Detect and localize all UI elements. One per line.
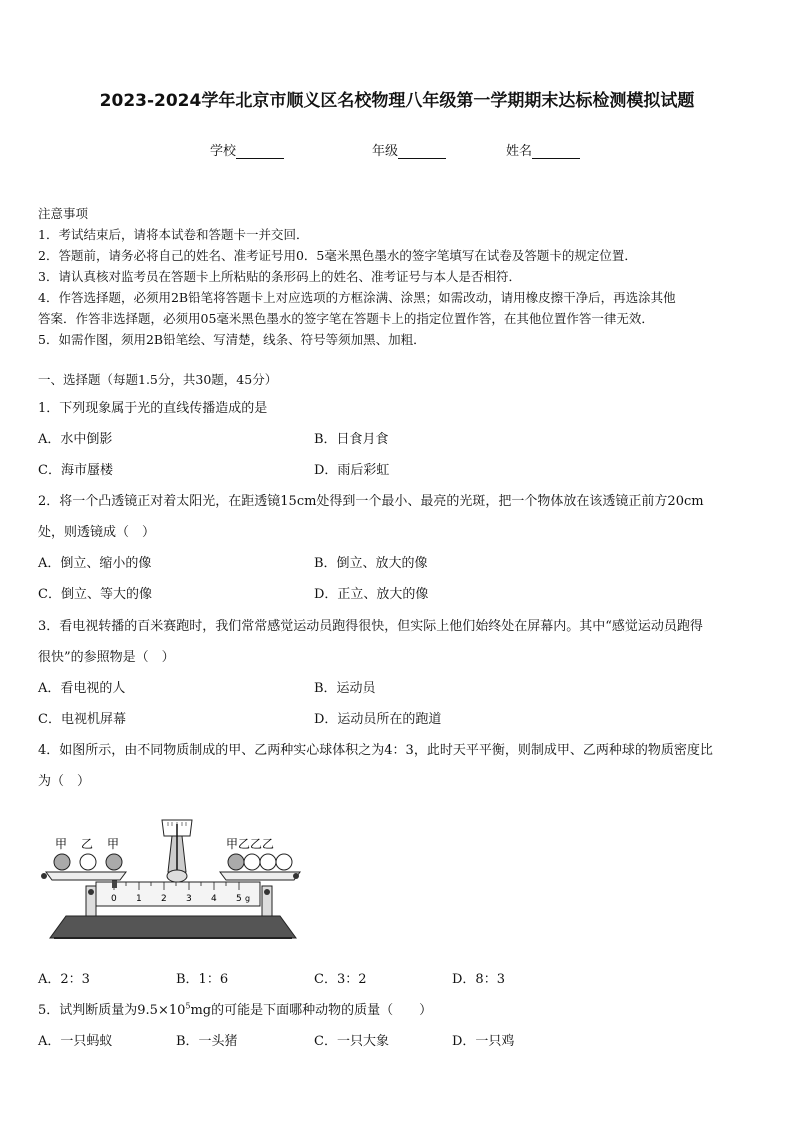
q2-option-b: B．倒立、放大的像	[314, 556, 428, 571]
school-field	[210, 140, 284, 159]
q4-option-d: D．8：3	[452, 972, 505, 987]
grade-blank	[398, 146, 446, 159]
q4-option-b: B．1：6	[176, 972, 229, 987]
left-ball-label: 乙	[81, 837, 94, 851]
q2-option-d: D．正立、放大的像	[314, 587, 429, 602]
right-pan	[220, 872, 300, 880]
question-3-stem-cont: 很快”的参照物是（ ）	[38, 650, 175, 665]
question-3-stem: 3．看电视转播的百米赛跑时，我们常常感觉运动员跑得很快，但实际上他们始终处在屏幕内。其中“感觉运动员跑得	[38, 619, 703, 634]
name-field	[506, 140, 580, 159]
left-ball-label: 甲	[107, 837, 120, 851]
scale-tick-label: 1	[136, 894, 142, 904]
q1-option-c: C．海市蜃楼	[38, 463, 113, 478]
right-ball-label: 甲乙乙乙	[226, 837, 275, 851]
scale-tick-label: 3	[186, 894, 192, 904]
note-item: 4．作答选择题，必须用2B铅笔将答题卡上对应选项的方框涂满、涂黑；如需改动，请用橡皮擦干净后，再选涂其他	[38, 290, 676, 305]
name-label: 姓名	[506, 144, 533, 159]
scale-tick-label: 0	[111, 894, 117, 904]
ball-jia	[228, 854, 244, 870]
q5-stem-pre: 5．试判断质量为9.5×10	[38, 1003, 186, 1018]
note-item: 答案．作答非选择题，必须用05毫米黑色墨水的签字笔在答题卡上的指定位置作答，在其他位置作答一律无效．	[38, 311, 654, 326]
q1-option-d: D．雨后彩虹	[314, 463, 390, 478]
q1-option-b: B．日食月食	[314, 432, 389, 447]
left-ball-label: 甲	[55, 837, 68, 851]
school-label: 学校	[210, 144, 237, 159]
scale-unit: g	[245, 894, 251, 903]
note-item: 1．考试结束后，请将本试卷和答题卡一并交回．	[38, 227, 309, 242]
note-item: 3．请认真核对监考员在答题卡上所粘贴的条形码上的姓名、准考证号与本人是否相符．	[38, 269, 521, 284]
q3-option-a: A．看电视的人	[38, 681, 126, 696]
question-2-stem-cont: 处，则透镜成（ ）	[38, 525, 156, 540]
question-2-stem: 2．将一个凸透镜正对着太阳光，在距透镜15cm处得到一个最小、最亮的光斑，把一个物体放在该透镜正前方20cm	[38, 494, 704, 509]
q3-option-d: D．运动员所在的跑道	[314, 712, 442, 727]
ball-yi	[244, 854, 260, 870]
note-item: 5．如需作图，须用2B铅笔绘、写清楚，线条、符号等须加黑、加粗．	[38, 332, 426, 347]
q5-option-c: C．一只大象	[314, 1034, 389, 1049]
q1-option-a: A．水中倒影	[38, 432, 113, 447]
notes-heading: 注意事项	[38, 206, 89, 221]
balance-nut	[293, 873, 299, 879]
question-5-stem	[38, 999, 432, 1018]
q3-option-c: C．电视机屏幕	[38, 712, 126, 727]
balance-nut	[41, 873, 47, 879]
question-4-stem: 4．如图所示，由不同物质制成的甲、乙两种实心球体积之为4：3，此时天平平衡，则制成甲、乙两种球的物质密度比	[38, 743, 713, 758]
q2-option-c: C．倒立、等大的像	[38, 587, 152, 602]
q5-exponent: 5	[185, 1001, 191, 1011]
grade-field	[372, 140, 446, 159]
grade-label: 年级	[372, 144, 399, 159]
note-item: 2．答题前，请务必将自己的姓名、准考证号用0．5毫米黑色墨水的签字笔填写在试卷及答题卡的规定位置．	[38, 248, 637, 263]
balance-figure	[40, 816, 302, 944]
name-blank	[532, 146, 580, 159]
q5-option-d: D．一只鸡	[452, 1034, 515, 1049]
question-1-stem: 1．下列现象属于光的直线传播造成的是	[38, 401, 268, 416]
ball-yi	[276, 854, 292, 870]
q5-stem-post: mg的可能是下面哪种动物的质量（ ）	[190, 1003, 433, 1018]
ball-jia	[106, 854, 122, 870]
q5-option-a: A．一只蚂蚁	[38, 1034, 113, 1049]
page-title: 2023-2024学年北京市顺义区名校物理八年级第一学期期末达标检测模拟试题	[99, 91, 695, 111]
q3-option-b: B．运动员	[314, 681, 376, 696]
balance-base	[50, 916, 296, 938]
scale-tick-label: 5	[236, 894, 242, 904]
left-pan	[46, 872, 126, 880]
q4-option-c: C．3：2	[314, 972, 367, 987]
scale-tick-label: 2	[161, 894, 167, 904]
school-blank	[236, 146, 284, 159]
ball-jia	[54, 854, 70, 870]
q5-option-b: B．一头猪	[176, 1034, 238, 1049]
ball-yi	[260, 854, 276, 870]
q4-option-a: A．2：3	[38, 972, 90, 987]
q2-option-a: A．倒立、缩小的像	[38, 556, 152, 571]
question-4-stem-cont: 为（ ）	[38, 774, 91, 789]
scale-tick-label: 4	[211, 894, 217, 904]
ball-yi	[80, 854, 96, 870]
section-heading: 一、选择题（每题1.5分，共30题，45分）	[38, 372, 278, 387]
